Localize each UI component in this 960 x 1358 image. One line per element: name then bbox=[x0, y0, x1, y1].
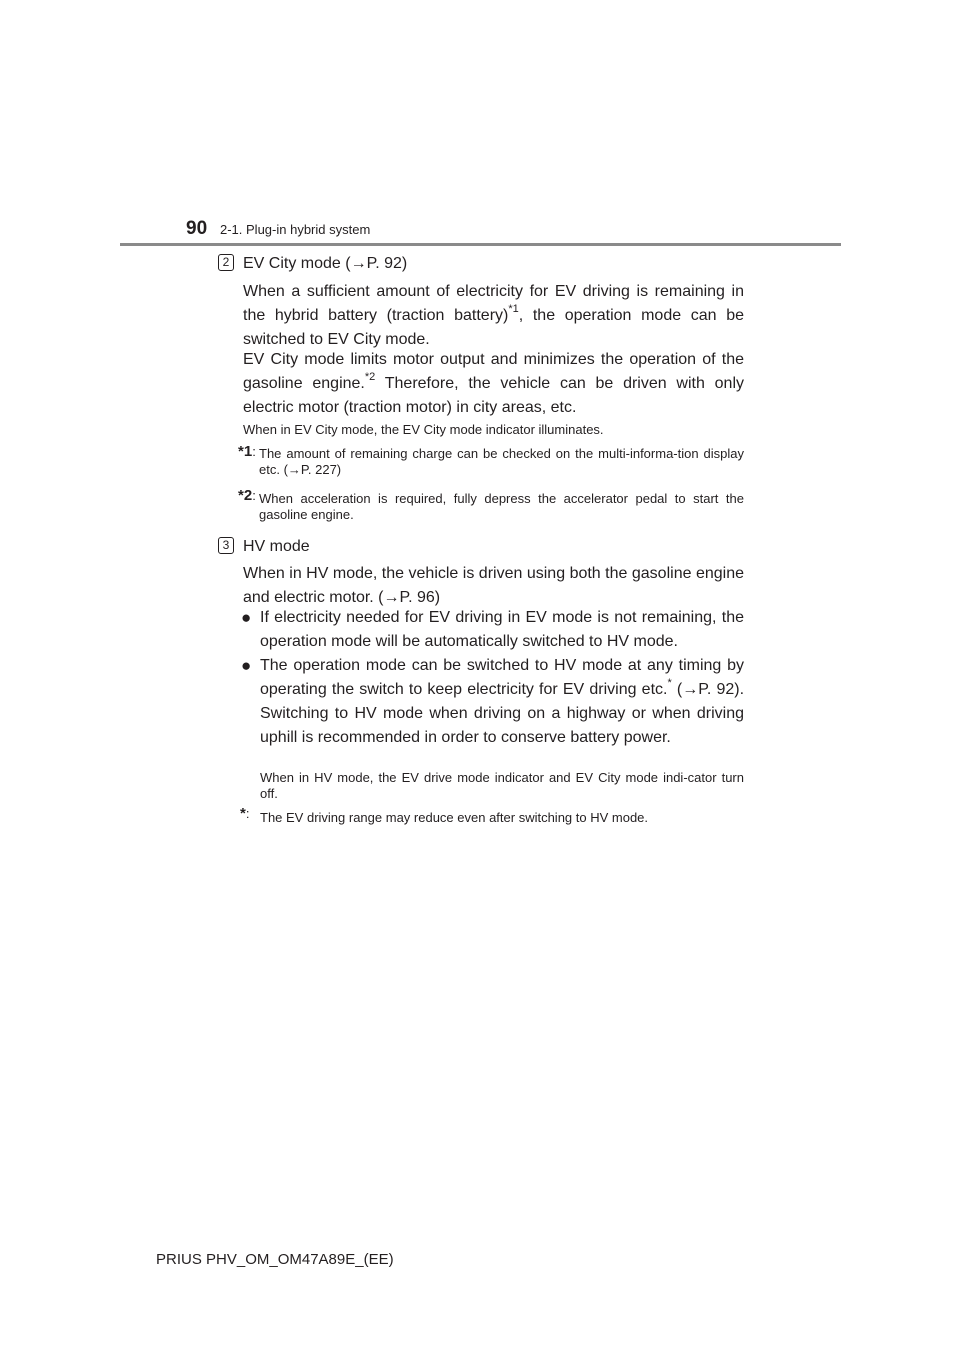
hv-indicator-note: When in HV mode, the EV drive mode indicator and EV City mode indi-cator turn off. bbox=[260, 770, 744, 801]
footnote-ref: * bbox=[667, 676, 672, 689]
header-divider bbox=[120, 243, 841, 246]
hv-bullet-2: The operation mode can be switched to HV mode at any timing by operating the switch to keep electricity for EV driving etc.* (→P. 92). Switching to HV mode when driving on a highway or when driving uphill is recommended in order to conserve battery power. bbox=[260, 657, 745, 746]
ev-city-heading: EV City mode (→P. 92) bbox=[243, 255, 408, 272]
ev-city-indicator-note: When in EV City mode, the EV City mode indicator illuminates. bbox=[243, 422, 604, 437]
hv-paragraph-1: When in HV mode, the vehicle is driven using both the gasoline engine and electric motor. (→P. 96) bbox=[243, 565, 744, 606]
hv-bullet-1: If electricity needed for EV driving in EV mode is not remaining, the operation mode will be automatically switched to HV mode. bbox=[260, 609, 744, 650]
footnote-ref: *1 bbox=[508, 302, 519, 315]
footnote-1: The amount of remaining charge can be checked on the multi-informa-tion display etc. (→P. 227) bbox=[259, 446, 744, 477]
bullet-icon: ● bbox=[241, 608, 252, 627]
ev-city-paragraph-2: EV City mode limits motor output and minimizes the operation of the gasoline engine.$^{*2}$ Therefore, the vehicle can be driven with only electric motor (traction motor) in city areas, etc. bbox=[243, 351, 745, 416]
item-number-badge: 3 bbox=[218, 537, 234, 554]
footnote-marker: *1: bbox=[238, 443, 256, 460]
footnote-marker: *: bbox=[240, 805, 250, 822]
footnote-ref: *2 bbox=[364, 370, 376, 383]
section-title: 2-1. Plug-in hybrid system bbox=[220, 222, 371, 237]
document-id-footer: PRIUS PHV_OM_OM47A89E_(EE) bbox=[156, 1251, 394, 1268]
ev-city-paragraph-1: When a sufficient amount of electricity for EV driving is remaining in the hybrid battery (traction battery)$^{*1}$, the operation mode can be switched to EV City mode. bbox=[243, 283, 745, 348]
hv-heading: HV mode bbox=[243, 538, 310, 555]
hv-footnote: The EV driving range may reduce even after switching to HV mode. bbox=[260, 810, 649, 825]
item-number-badge: 2 bbox=[218, 254, 234, 271]
footnote-marker: *2: bbox=[238, 487, 256, 504]
page-number: 90 bbox=[186, 218, 208, 239]
bullet-icon: ● bbox=[241, 656, 252, 675]
footnote-2: When acceleration is required, fully depress the accelerator pedal to start the gasoline engine. bbox=[259, 491, 744, 522]
